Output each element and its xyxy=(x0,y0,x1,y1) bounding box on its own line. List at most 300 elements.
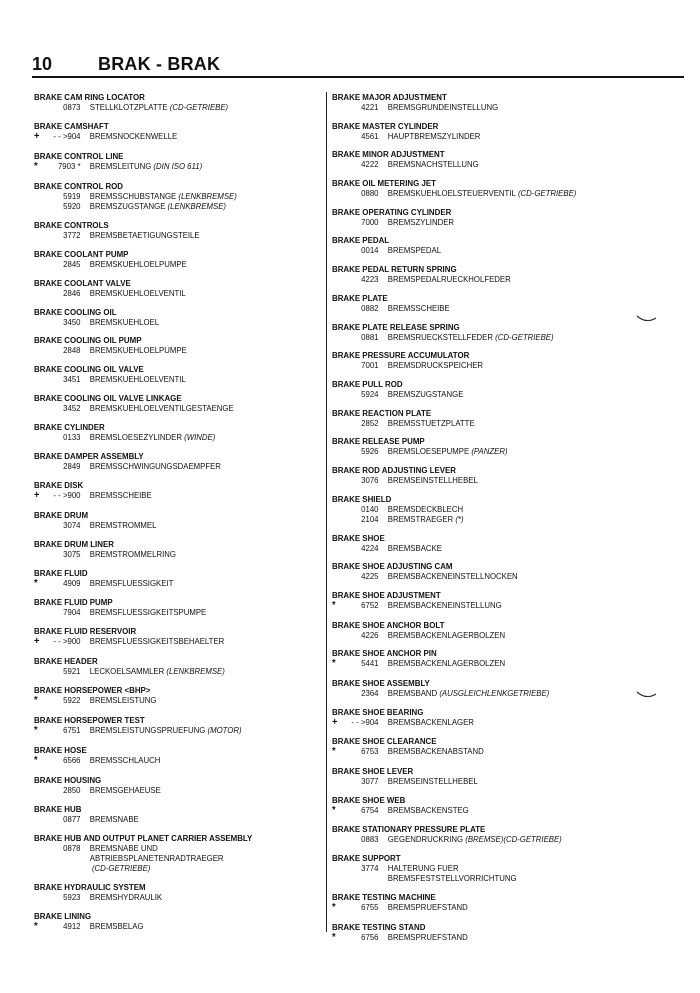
entry-translation: BREMSFESTSTELLVORRICHTUNG xyxy=(387,873,517,884)
entry-term: BRAKE SHOE BEARING xyxy=(332,706,424,717)
glossary-entry xyxy=(332,235,652,255)
glossary-entry xyxy=(34,882,324,902)
glossary-entry xyxy=(34,121,324,142)
entry-term: BRAKE SHOE CLEARANCE xyxy=(332,736,437,747)
entry-translation: BREMSTROMMEL xyxy=(89,519,157,530)
entry-term: BRAKE SHIELD xyxy=(332,493,392,504)
glossary-entry xyxy=(34,220,324,240)
entry-translation: LECKOELSAMMLER xyxy=(89,666,165,677)
entry-code: 5921 xyxy=(63,666,81,677)
entry-row xyxy=(34,191,304,201)
entry-translation: ABTRIEBSPLANETENRADTRAEGER xyxy=(89,852,224,863)
entry-code: 5924 xyxy=(361,388,379,399)
entry-code: 3074 xyxy=(63,519,81,530)
entry-translation: BREMSNOCKENWELLE xyxy=(89,130,178,141)
entry-mark: + xyxy=(34,636,40,648)
entry-row xyxy=(332,902,630,913)
glossary-entry xyxy=(34,745,324,766)
entry-code: - - >900 xyxy=(53,489,81,500)
entry-term: BRAKE DRUM LINER xyxy=(34,538,114,549)
entry-row xyxy=(34,814,304,824)
glossary-entry xyxy=(34,335,324,355)
entry-translation: BREMSTRAEGER xyxy=(387,513,454,524)
entry-row xyxy=(34,230,304,240)
entry-code: - - >904 xyxy=(351,716,379,727)
entry-term: BRAKE HOUSING xyxy=(34,774,102,785)
left-column xyxy=(34,92,324,941)
glossary-entry xyxy=(332,707,652,728)
entry-translation: BREMSBACKENSTEG xyxy=(387,804,469,815)
entry-row xyxy=(332,776,630,786)
entry-translation: BREMSDECKBLECH xyxy=(387,503,464,514)
entry-row xyxy=(332,446,630,456)
entry-row xyxy=(332,932,630,943)
entry-term: BRAKE COOLING OIL PUMP xyxy=(34,335,142,346)
glossary-entry xyxy=(332,853,652,884)
entry-translation: BREMSGEHAEUSE xyxy=(89,784,161,795)
entry-translation: BREMSGRUNDEINSTELLUNG xyxy=(387,102,499,112)
page-title: BRAK - BRAK xyxy=(98,54,221,74)
entry-row xyxy=(34,666,304,676)
entry-mark: * xyxy=(332,902,336,914)
entry-term: BRAKE OIL METERING JET xyxy=(332,178,436,189)
entry-translation: BREMSKUEHLOELVENTILGESTAENGE xyxy=(89,403,234,414)
entry-term: BRAKE HORSEPOWER TEST xyxy=(34,715,145,725)
entry-translation: BREMSNABE UND xyxy=(89,842,158,853)
entry-mark: * xyxy=(332,931,336,943)
entry-row xyxy=(34,432,304,442)
entry-note: (CD-GETRIEBE) xyxy=(91,863,151,874)
glossary-entry xyxy=(332,922,652,943)
entry-term: BRAKE HORSEPOWER <BHP> xyxy=(34,685,151,696)
entry-row xyxy=(332,245,630,255)
entry-translation: BREMSZUGSTANGE xyxy=(89,200,166,211)
entry-code: 2104 xyxy=(361,513,379,524)
entry-term: BRAKE FLUID PUMP xyxy=(34,597,113,608)
entry-row xyxy=(332,188,630,198)
entry-code: 4909 xyxy=(63,577,81,588)
glossary-entry xyxy=(332,795,652,816)
glossary-entry xyxy=(34,911,324,932)
glossary-entry xyxy=(34,804,324,824)
entry-note: (CD-GETRIEBE) xyxy=(517,188,577,199)
entry-translation: BREMSBACKENEINSTELLNOCKEN xyxy=(387,571,518,582)
entry-code: 2852 xyxy=(361,417,379,428)
entry-row xyxy=(332,805,630,816)
page-number: 10 xyxy=(32,54,53,74)
entry-note: (LENKBREMSE) xyxy=(178,190,237,201)
entry-term: BRAKE DAMPER ASSEMBLY xyxy=(34,450,144,461)
entry-term: BRAKE DRUM xyxy=(34,509,89,520)
entry-translation: BREMSPEDALRUECKHOLFEDER xyxy=(387,274,511,285)
margin-mark xyxy=(636,314,656,322)
entry-term: BRAKE HUB xyxy=(34,803,82,814)
entry-code: 3452 xyxy=(63,403,81,414)
margin-mark xyxy=(636,690,656,698)
entry-code: 6754 xyxy=(361,804,379,815)
glossary-entry xyxy=(332,465,652,485)
entry-mark: * xyxy=(332,804,336,816)
entry-term: BRAKE REACTION PLATE xyxy=(332,407,432,418)
entry-code: 2848 xyxy=(63,345,81,356)
entry-translation: BREMSRUECKSTELLFEDER xyxy=(387,331,493,342)
entry-term: BRAKE CONTROL ROD xyxy=(34,180,124,191)
entry-code: 4224 xyxy=(361,542,379,553)
entry-row xyxy=(34,843,304,853)
entry-term: BRAKE PEDAL xyxy=(332,235,390,246)
entry-term: BRAKE HOSE xyxy=(34,744,87,755)
entry-row xyxy=(34,461,304,471)
entry-code: 0881 xyxy=(361,331,379,342)
entry-row xyxy=(34,201,304,211)
entry-term: BRAKE COOLING OIL VALVE LINKAGE xyxy=(34,393,182,404)
entry-code: 0878 xyxy=(63,842,81,853)
entry-term: BRAKE SHOE ASSEMBLY xyxy=(332,678,430,689)
entry-term: BRAKE COOLING OIL xyxy=(34,306,117,317)
entry-row xyxy=(332,418,630,428)
entry-translation: BREMSPEDAL xyxy=(387,245,442,256)
entry-note: (LENKBREMSE) xyxy=(166,666,225,677)
glossary-entry xyxy=(332,648,652,669)
entry-row xyxy=(332,102,630,112)
entry-mark: * xyxy=(332,599,336,611)
entry-row xyxy=(34,892,304,902)
entry-code: 0880 xyxy=(361,188,379,199)
entry-term: BRAKE PULL ROD xyxy=(332,378,403,389)
entry-translation: BREMSBELAG xyxy=(89,920,144,931)
glossary-entry xyxy=(34,685,324,706)
entry-code: 6755 xyxy=(361,902,379,913)
entry-translation: BREMSBACKENLAGER xyxy=(387,716,474,727)
entry-translation: BREMSFLUESSIGKEITSPUMPE xyxy=(89,607,207,618)
entry-row xyxy=(34,403,304,413)
entry-term: BRAKE SHOE ANCHOR PIN xyxy=(332,648,437,659)
entry-row xyxy=(332,688,630,698)
entry-mark: * xyxy=(332,658,336,670)
entry-row xyxy=(34,725,304,736)
entry-translation: BREMSKUEHLOELVENTIL xyxy=(89,374,186,385)
entry-translation: BREMSSCHEIBE xyxy=(387,302,450,313)
entry-row xyxy=(332,873,630,883)
entry-term: BRAKE SHOE ADJUSTING CAM xyxy=(332,561,453,572)
glossary-entry xyxy=(332,121,652,141)
glossary-entry xyxy=(34,364,324,384)
glossary-entry xyxy=(34,307,324,327)
right-column xyxy=(332,92,652,952)
entry-term: BRAKE SHOE xyxy=(332,532,385,543)
entry-row xyxy=(332,159,630,169)
entry-code: 6756 xyxy=(361,931,379,942)
entry-term: BRAKE SHOE ADJUSTMENT xyxy=(332,589,441,600)
entry-mark: * xyxy=(34,920,38,932)
entry-code: 5926 xyxy=(361,446,379,457)
glossary-entry xyxy=(332,207,652,227)
entry-note: (BREMSE)(CD-GETRIEBE) xyxy=(465,834,562,845)
entry-row xyxy=(34,755,304,766)
entry-translation: BREMSLEISTUNGSPRUEFUNG xyxy=(89,725,206,735)
entry-translation: BREMSSTUETZPLATTE xyxy=(387,417,475,428)
glossary-entry xyxy=(332,766,652,786)
entry-term: BRAKE OPERATING CYLINDER xyxy=(332,206,452,217)
entry-translation: BREMSZYLINDER xyxy=(387,216,455,227)
glossary-entry xyxy=(332,590,652,611)
entry-translation: BREMSKUEHLOELPUMPE xyxy=(89,258,187,269)
glossary-entry xyxy=(34,510,324,530)
entry-translation: BREMSSCHWINGUNGSDAEMPFER xyxy=(89,460,221,471)
entry-code: - - >900 xyxy=(53,636,81,647)
entry-code: 3774 xyxy=(361,863,379,874)
entry-row xyxy=(332,630,630,640)
entry-translation: BREMSBACKENLAGERBOLZEN xyxy=(387,629,506,640)
glossary-entry xyxy=(332,322,652,342)
entry-row xyxy=(34,863,304,873)
glossary-entry xyxy=(34,422,324,442)
glossary-entry xyxy=(34,278,324,298)
entry-term: BRAKE ROD ADJUSTING LEVER xyxy=(332,464,457,475)
entry-translation: BREMSPRUEFSTAND xyxy=(387,931,468,942)
entry-row xyxy=(34,345,304,355)
entry-term: BRAKE RELEASE PUMP xyxy=(332,436,425,447)
entry-code: 5922 xyxy=(63,695,81,706)
entry-code: 4223 xyxy=(361,274,379,285)
entry-code: 3075 xyxy=(63,548,81,559)
entry-row xyxy=(332,131,630,141)
entry-code: 6751 xyxy=(63,725,81,735)
entry-note: (LENKBREMSE) xyxy=(167,200,226,211)
entry-translation: BREMSSCHLAUCH xyxy=(89,754,161,765)
entry-row xyxy=(332,514,630,524)
entry-translation: BREMSLEITUNG xyxy=(89,160,152,171)
glossary-entry xyxy=(34,568,324,589)
entry-code: 0873 xyxy=(63,102,81,112)
glossary-entry xyxy=(34,775,324,795)
entry-mark: * xyxy=(34,160,38,172)
entry-translation: GEGENDRUCKRING xyxy=(387,834,464,845)
glossary-entry xyxy=(34,151,324,172)
entry-code: 4225 xyxy=(361,571,379,582)
entry-row xyxy=(34,131,304,142)
glossary-entry xyxy=(332,149,652,169)
entry-code: 7000 xyxy=(361,216,379,227)
entry-row xyxy=(34,102,304,112)
glossary-entry xyxy=(34,393,324,413)
entry-mark: * xyxy=(34,725,38,736)
entry-row xyxy=(332,600,630,611)
entry-code: 2364 xyxy=(361,688,379,699)
glossary-entry xyxy=(332,678,652,698)
entry-term: BRAKE COOLING OIL VALVE xyxy=(34,364,144,375)
entry-translation: BREMSLOESEPUMPE xyxy=(387,446,470,457)
entry-note: (WINDE) xyxy=(184,432,216,443)
glossary-entry xyxy=(34,656,324,676)
entry-term: BRAKE SHOE ANCHOR BOLT xyxy=(332,619,445,630)
entry-row xyxy=(34,259,304,269)
entry-term: BRAKE CAM RING LOCATOR xyxy=(34,92,145,102)
entry-row xyxy=(34,785,304,795)
entry-translation: BREMSLEISTUNG xyxy=(89,695,157,706)
entry-code: 2846 xyxy=(63,287,81,298)
entry-code: 3451 xyxy=(63,374,81,385)
entry-translation: BREMSBETAETIGUNGSTEILE xyxy=(89,229,200,240)
entry-row xyxy=(34,374,304,384)
entry-translation: HALTERUNG FUER xyxy=(387,863,459,874)
glossary-entry xyxy=(34,539,324,559)
glossary-entry xyxy=(332,92,652,112)
glossary-entry xyxy=(332,264,652,284)
entry-mark: * xyxy=(34,577,38,589)
entry-row xyxy=(332,475,630,485)
entry-note: (DIN ISO 611) xyxy=(153,160,203,171)
entry-row xyxy=(332,217,630,227)
entry-note: (CD-GETRIEBE) xyxy=(495,331,554,342)
entry-translation: BREMSKUEHLOELPUMPE xyxy=(89,345,187,356)
entry-note: (PANZER) xyxy=(471,446,508,457)
entry-note: (AUSGLEICHLENKGETRIEBE) xyxy=(439,688,550,699)
entry-translation: BREMSDRUCKSPEICHER xyxy=(387,360,484,371)
entry-translation: BREMSEINSTELLHEBEL xyxy=(387,474,478,485)
entry-mark: + xyxy=(332,716,338,728)
entry-term: BRAKE SHOE WEB xyxy=(332,794,406,805)
entry-code: - - >904 xyxy=(53,130,81,141)
glossary-entry xyxy=(332,824,652,844)
entry-mark: * xyxy=(34,695,38,707)
glossary-entry xyxy=(34,249,324,269)
entry-mark: + xyxy=(34,130,40,142)
entry-term: BRAKE STATIONARY PRESSURE PLATE xyxy=(332,824,486,835)
entry-row xyxy=(332,834,630,844)
entry-translation: BREMSNABE xyxy=(89,813,139,824)
entry-translation: BREMSZUGSTANGE xyxy=(387,388,464,399)
entry-row xyxy=(34,549,304,559)
entry-code: 5920 xyxy=(63,200,81,211)
entry-code: 7904 xyxy=(63,607,81,618)
entry-row xyxy=(34,161,304,172)
entry-row xyxy=(34,578,304,589)
glossary-entry xyxy=(332,408,652,428)
entry-translation: BREMSBACKENLAGERBOLZEN xyxy=(387,658,506,669)
entry-mark: + xyxy=(34,489,40,501)
entry-translation: BREMSBAND xyxy=(387,688,438,699)
entry-code: 4221 xyxy=(361,102,379,112)
glossary-entry xyxy=(332,293,652,313)
entry-term: BRAKE CONTROLS xyxy=(34,219,109,230)
glossary-entry xyxy=(332,350,652,370)
entry-row xyxy=(332,717,630,728)
entry-code: 6753 xyxy=(361,746,379,757)
entry-term: BRAKE FLUID xyxy=(34,567,88,578)
entry-code: 5923 xyxy=(63,892,81,903)
entry-row xyxy=(34,607,304,617)
entry-code: 2849 xyxy=(63,460,81,471)
entry-translation: HAUPTBREMSZYLINDER xyxy=(387,130,481,141)
entry-row xyxy=(34,288,304,298)
entry-code: 3076 xyxy=(361,474,379,485)
entry-translation: BREMSPRUEFSTAND xyxy=(387,902,468,913)
entry-term: BRAKE PEDAL RETURN SPRING xyxy=(332,264,457,275)
entry-code: 3450 xyxy=(63,316,81,327)
entry-row xyxy=(34,921,304,932)
entry-note: (MOTOR) xyxy=(207,725,242,735)
entry-row xyxy=(332,303,630,313)
entry-translation: BREMSKUEHLOELVENTIL xyxy=(89,287,186,298)
glossary-entry xyxy=(34,715,324,736)
glossary-entry xyxy=(34,92,324,112)
glossary-entry xyxy=(34,597,324,617)
entry-row xyxy=(34,317,304,327)
glossary-entry xyxy=(34,480,324,501)
glossary-entry xyxy=(332,620,652,640)
entry-code: 4912 xyxy=(63,920,81,931)
entry-code: 3077 xyxy=(361,776,379,787)
entry-term: BRAKE LINING xyxy=(34,910,92,921)
entry-row xyxy=(332,543,630,553)
entry-translation: BREMSLOESEZYLINDER xyxy=(89,432,183,443)
page-header xyxy=(32,54,684,78)
entry-term: BRAKE PRESSURE ACCUMULATOR xyxy=(332,350,470,361)
entry-code: 0014 xyxy=(361,245,379,256)
entry-translation: BREMSKUEHLOELSTEUERVENTIL xyxy=(387,188,516,199)
glossary-entry xyxy=(332,892,652,913)
glossary-entry xyxy=(34,451,324,471)
entry-term: BRAKE HYDRAULIC SYSTEM xyxy=(34,882,146,893)
glossary-entry xyxy=(332,561,652,581)
entry-translation: BREMSBACKE xyxy=(387,542,442,553)
entry-row xyxy=(34,490,304,501)
entry-row xyxy=(332,504,630,514)
entry-code: 7903 * xyxy=(57,160,81,171)
entry-translation: STELLKLOTZPLATTE xyxy=(89,102,168,112)
entry-code: 2850 xyxy=(63,784,81,795)
entry-translation: BREMSSCHEIBE xyxy=(89,489,152,500)
entry-translation: BREMSBACKENEINSTELLUNG xyxy=(387,599,502,610)
entry-code: 0140 xyxy=(361,503,379,514)
entry-term: BRAKE SHOE LEVER xyxy=(332,766,414,777)
entry-row xyxy=(332,658,630,669)
entry-translation: BREMSFLUESSIGKEIT xyxy=(89,577,174,588)
entry-code: 5441 xyxy=(361,658,379,669)
entry-translation: BREMSKUEHLOEL xyxy=(89,316,160,327)
entry-code: 0883 xyxy=(361,834,379,845)
entry-code: 0882 xyxy=(361,302,379,313)
entry-code: 6752 xyxy=(361,599,379,610)
entry-term: BRAKE TESTING STAND xyxy=(332,921,426,932)
column-divider xyxy=(326,92,327,932)
glossary-entry xyxy=(34,626,324,647)
glossary-entry xyxy=(34,181,324,212)
entry-code: 6566 xyxy=(63,754,81,765)
entry-note: (CD-GETRIEBE) xyxy=(169,102,229,112)
entry-term: BRAKE PLATE RELEASE SPRING xyxy=(332,321,460,332)
entry-code: 4226 xyxy=(361,629,379,640)
entry-term: BRAKE CYLINDER xyxy=(34,422,105,433)
entry-row xyxy=(332,274,630,284)
entry-code: 0133 xyxy=(63,432,81,443)
entry-term: BRAKE MINOR ADJUSTMENT xyxy=(332,149,445,160)
entry-code: 4561 xyxy=(361,130,379,141)
entry-term: BRAKE MASTER CYLINDER xyxy=(332,120,439,131)
entry-translation: BREMSNACHSTELLUNG xyxy=(387,159,479,170)
entry-row xyxy=(332,389,630,399)
entry-term: BRAKE MAJOR ADJUSTMENT xyxy=(332,92,447,102)
entry-term: BRAKE COOLANT VALVE xyxy=(34,277,131,288)
entry-mark: * xyxy=(332,746,336,758)
entry-term: BRAKE CONTROL LINE xyxy=(34,150,124,161)
entry-term: BRAKE FLUID RESERVOIR xyxy=(34,626,137,637)
entry-translation: BREMSSCHUBSTANGE xyxy=(89,190,177,201)
entry-translation: BREMSBACKENABSTAND xyxy=(387,746,484,757)
entry-term: BRAKE COOLANT PUMP xyxy=(34,248,129,259)
entry-translation: BREMSEINSTELLHEBEL xyxy=(387,776,478,787)
